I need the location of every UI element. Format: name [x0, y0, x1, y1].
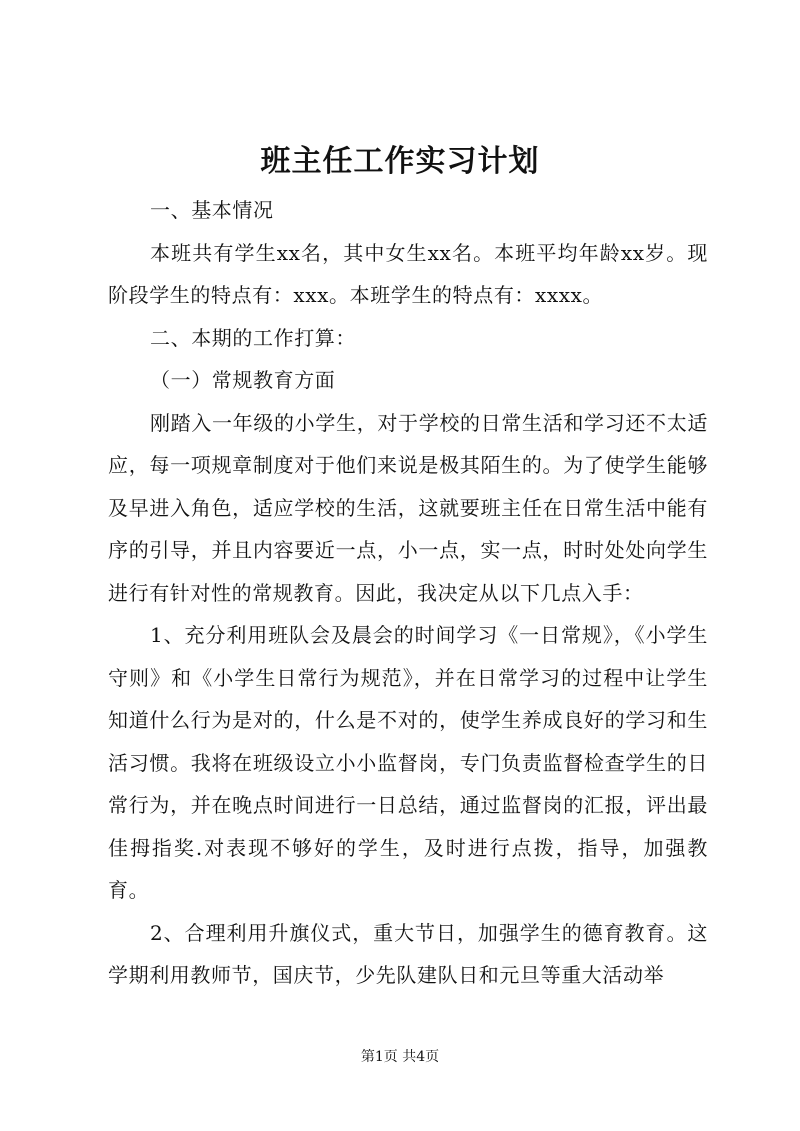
paragraph-routine-education-intro: 刚踏入一年级的小学生，对于学校的日常生活和学习还不太适应，每一项规章制度对于他们来说是极其陌生的。为了使学生能够及早进入角色，适应学校的生活，这就要班主任在日常生活中能有序的引导，并且内容要近一点，小一点，实一点，时时处处向学生进行有针对性的常规教育。因此，我决定从以下几点入手：	[108, 410, 708, 605]
section-heading-work-plan: 二、本期的工作打算：	[150, 325, 356, 350]
page-footer: 第1页 共4页	[360, 1049, 440, 1065]
paragraph-point-2: 2、合理利用升旗仪式，重大节日，加强学生的德育教育。这学期利用教师节，国庆节，少先队建队日和元旦等重大活动举	[108, 920, 708, 987]
paragraph-class-overview: 本班共有学生xx名，其中女生xx名。本班平均年龄xx岁。现阶段学生的特点有：xxx。本班学生的特点有：xxxx。	[108, 240, 708, 307]
paragraph-point-1: 1、充分利用班队会及晨会的时间学习《一日常规》，《小学生守则》和《小学生日常行为规范》，并在日常学习的过程中让学生知道什么行为是对的，什么是不对的，使学生养成良好的学习和生活习惯。我将在班级设立小小监督岗，专门负责监督检查学生的日常行为，并在晚点时间进行一日总结，通过监督岗的汇报，评出最佳拇指奖.对表现不够好的学生，及时进行点拨，指导，加强教育。	[108, 623, 708, 902]
section-heading-basic-info: 一、基本情况	[150, 198, 274, 222]
document-title: 班主任工作实习计划	[260, 144, 540, 179]
document-body	[108, 189, 708, 997]
subsection-heading-routine-education: （一）常规教育方面	[150, 368, 336, 392]
